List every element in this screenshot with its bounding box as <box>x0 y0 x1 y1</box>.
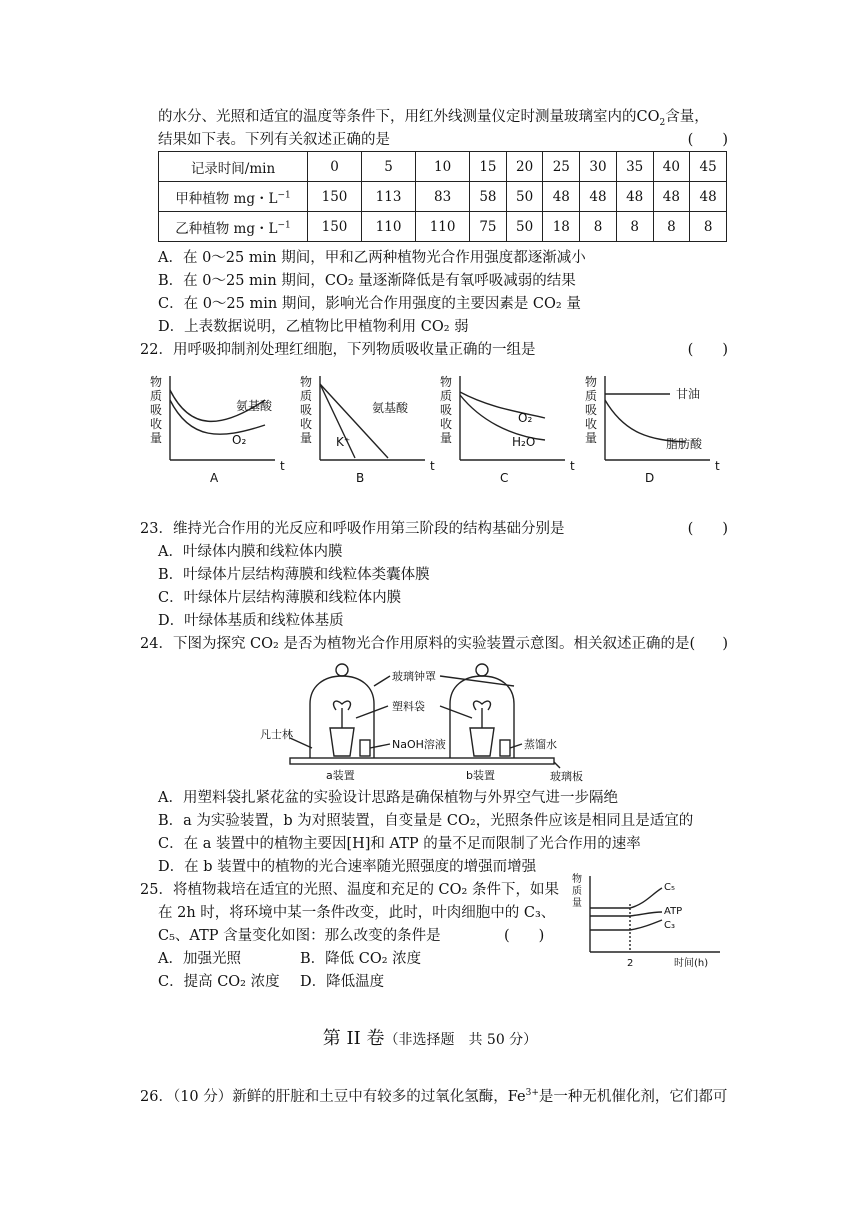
q24-option-b: B．a 为实验装置，b 为对照装置，自变量是 CO₂，光照条件应该是相同且是适宜的 <box>158 813 694 829</box>
graph-d-letter: D <box>645 471 655 485</box>
ylabel-char: 质 <box>440 389 453 403</box>
graph-b-label-1: 氨基酸 <box>372 401 409 415</box>
curve-label-c5: C₅ <box>664 882 675 893</box>
q21-option-b: B．在 0～25 min 期间，CO₂ 量逐渐降低是有氧呼吸减弱的结果 <box>158 273 576 289</box>
co2-data-table <box>158 151 727 242</box>
graph-b-letter: B <box>356 471 365 485</box>
value-cell: 75 <box>470 212 507 242</box>
time-cell: 15 <box>470 152 507 182</box>
graph-b-label-2: K⁺ <box>336 435 351 449</box>
time-cell: 10 <box>416 152 470 182</box>
q25-line1: 25．将植物栽培在适宜的光照、温度和充足的 CO₂ 条件下，如果 <box>140 882 559 898</box>
value-cell: 48 <box>690 182 727 212</box>
q25-option-b: B．降低 CO₂ 浓度 <box>300 951 422 967</box>
value-cell: 8 <box>580 212 617 242</box>
answer-paren: ( ) <box>687 521 728 537</box>
time-cell: 35 <box>616 152 653 182</box>
ylabel-char: 质 <box>150 389 163 403</box>
row-label: 乙种植物 mg・$L^{-1}$ <box>159 212 308 242</box>
ylabel-char: 量 <box>300 431 313 445</box>
q25-graph <box>570 868 730 976</box>
value-cell: 8 <box>616 212 653 242</box>
answer-paren: ( ) <box>504 928 545 944</box>
value-cell: 150 <box>308 182 362 212</box>
q25-options-row1 <box>158 949 570 969</box>
t-axis-label: t <box>570 459 575 473</box>
q23-option-b: B．叶绿体片层结构薄膜和线粒体类囊体膜 <box>158 567 430 583</box>
q23-option-d: D．叶绿体基质和线粒体基质 <box>158 613 344 629</box>
label-plastic-bag: 塑料袋 <box>392 700 425 713</box>
time-cell: 5 <box>362 152 416 182</box>
q21-option-c: C．在 0～25 min 期间，影响光合作用强度的主要因素是 CO₂ 量 <box>158 296 581 312</box>
value-cell: 150 <box>308 212 362 242</box>
table-header-row <box>159 152 727 182</box>
label-naoh: NaOH溶液 <box>392 738 446 751</box>
ylabel-char: 量 <box>572 898 582 909</box>
ylabel-char: 量 <box>585 431 598 445</box>
ylabel-char: 吸 <box>585 403 598 417</box>
ylabel-char: 质 <box>572 886 582 897</box>
value-cell: 83 <box>416 182 470 212</box>
time-cell: 0 <box>308 152 362 182</box>
graph-d-label-2: 脂肪酸 <box>666 437 703 451</box>
q25-line3: C₅、ATP 含量变化如图：那么改变的条件是 ( ) <box>158 928 545 944</box>
x-tick-2: 2 <box>627 958 634 969</box>
ylabel-char: 量 <box>150 431 163 445</box>
label-vaseline: 凡士林 <box>260 728 293 741</box>
value-cell: 48 <box>616 182 653 212</box>
graph-c-label-1: O₂ <box>518 411 533 425</box>
value-cell: 8 <box>690 212 727 242</box>
q23-option-c: C．叶绿体片层结构薄膜和线粒体内膜 <box>158 590 402 606</box>
label-device-a: a装置 <box>326 769 355 782</box>
value-cell: 58 <box>470 182 507 212</box>
q25-line2: 在 2h 时，将环境中某一条件改变，此时，叶肉细胞中的 C₃、 <box>158 905 556 921</box>
table-row <box>159 212 727 242</box>
ylabel-char: 物 <box>585 375 598 389</box>
ylabel-char: 物 <box>150 375 163 389</box>
value-cell: 113 <box>362 182 416 212</box>
table-header-label: 记录时间/min <box>159 152 308 182</box>
q25-options-row2 <box>158 972 570 992</box>
t-axis-label: t <box>715 459 720 473</box>
t-axis-label: t <box>280 459 285 473</box>
time-cell: 20 <box>506 152 543 182</box>
graph-a-letter: A <box>210 471 219 485</box>
answer-paren: ( ) <box>687 132 728 148</box>
value-cell: 48 <box>653 182 690 212</box>
q26-line1: 26．（10 分）新鲜的肝脏和土豆中有较多的过氧化氢酶，$Fe^{3+}$是一种无机催化剂，它们都可 <box>140 1088 728 1105</box>
q21-line1: 的水分、光照和适宜的温度等条件下，用红外线测量仪定时测量玻璃室内的$CO_2$含量， <box>158 109 709 128</box>
ylabel-char: 吸 <box>300 403 313 417</box>
ylabel-char: 质 <box>585 389 598 403</box>
value-cell: 110 <box>416 212 470 242</box>
curve-label-atp: ATP <box>664 906 683 917</box>
q24-stem: 24．下图为探究 CO₂ 是否为植物光合作用原料的实验装置示意图。相关叙述正确的是( ) <box>140 636 728 652</box>
row-label: 甲种植物 mg・$L^{-1}$ <box>159 182 308 212</box>
value-cell: 48 <box>543 182 580 212</box>
q23-option-a: A．叶绿体内膜和线粒体内膜 <box>158 544 343 560</box>
ylabel-char: 吸 <box>440 403 453 417</box>
ylabel-char: 收 <box>440 417 453 431</box>
time-cell: 30 <box>580 152 617 182</box>
x-axis-label: 时间(h) <box>674 958 709 969</box>
q25-option-c: C．提高 CO₂ 浓度 <box>158 974 280 990</box>
q25-option-a: A．加强光照 <box>158 951 241 967</box>
answer-paren: ( ) <box>687 342 728 358</box>
q22-stem: 22．用呼吸抑制剂处理红细胞，下列物质吸收量正确的一组是 ( ) <box>140 342 728 358</box>
t-axis-label: t <box>430 459 435 473</box>
ylabel-char: 物 <box>300 375 313 389</box>
value-cell: 110 <box>362 212 416 242</box>
graph-c-letter: C <box>500 471 509 485</box>
q21-line2: 结果如下表。下列有关叙述正确的是 ( ) <box>158 132 728 148</box>
q21-option-d: D．上表数据说明，乙植物比甲植物利用 CO₂ 弱 <box>158 319 469 335</box>
curve-label-c3: C₃ <box>664 920 675 931</box>
label-distilled-water: 蒸馏水 <box>524 738 557 751</box>
ylabel-char: 吸 <box>150 403 163 417</box>
table-row <box>159 182 727 212</box>
time-cell: 25 <box>543 152 580 182</box>
ylabel-char: 收 <box>300 417 313 431</box>
value-cell: 48 <box>580 182 617 212</box>
label-glass-plate: 玻璃板 <box>550 770 583 782</box>
time-cell: 40 <box>653 152 690 182</box>
ylabel-char: 收 <box>150 417 163 431</box>
ylabel-char: 收 <box>585 417 598 431</box>
value-cell: 50 <box>506 182 543 212</box>
graph-a-label-2: O₂ <box>232 433 247 447</box>
q24-option-a: A．用塑料袋扎紧花盆的实验设计思路是确保植物与外界空气进一步隔绝 <box>158 790 618 806</box>
ylabel-char: 量 <box>440 431 453 445</box>
ylabel-char: 物 <box>440 375 453 389</box>
ylabel-char: 质 <box>300 389 313 403</box>
co2-experiment-apparatus-figure <box>260 658 600 782</box>
time-cell: 45 <box>690 152 727 182</box>
value-cell: 50 <box>506 212 543 242</box>
q21-option-a: A．在 0～25 min 期间，甲和乙两种植物光合作用强度都逐渐减小 <box>158 250 586 266</box>
section-2-title: 第 II 卷（非选择题 共 50 分） <box>322 1028 538 1049</box>
q25-option-d: D．降低温度 <box>300 974 385 990</box>
answer-paren: ) <box>722 636 728 652</box>
value-cell: 18 <box>543 212 580 242</box>
label-bell-jar: 玻璃钟罩 <box>392 670 436 683</box>
graph-a-label-1: 氨基酸 <box>236 399 273 413</box>
value-cell: 8 <box>653 212 690 242</box>
ylabel-char: 物 <box>572 874 582 885</box>
graph-d-label-1: 甘油 <box>676 387 701 401</box>
q24-option-c: C．在 a 装置中的植物主要因[H]和 ATP 的量不足而限制了光合作用的速率 <box>158 836 641 852</box>
q23-stem: 23．维持光合作用的光反应和呼吸作用第三阶段的结构基础分别是 ( ) <box>140 521 728 537</box>
q22-graphs-figure <box>140 370 730 490</box>
label-device-b: b装置 <box>466 769 495 782</box>
graph-c-label-2: H₂O <box>512 435 536 449</box>
q24-option-d: D．在 b 装置中的植物的光合速率随光照强度的增强而增强 <box>158 859 537 875</box>
